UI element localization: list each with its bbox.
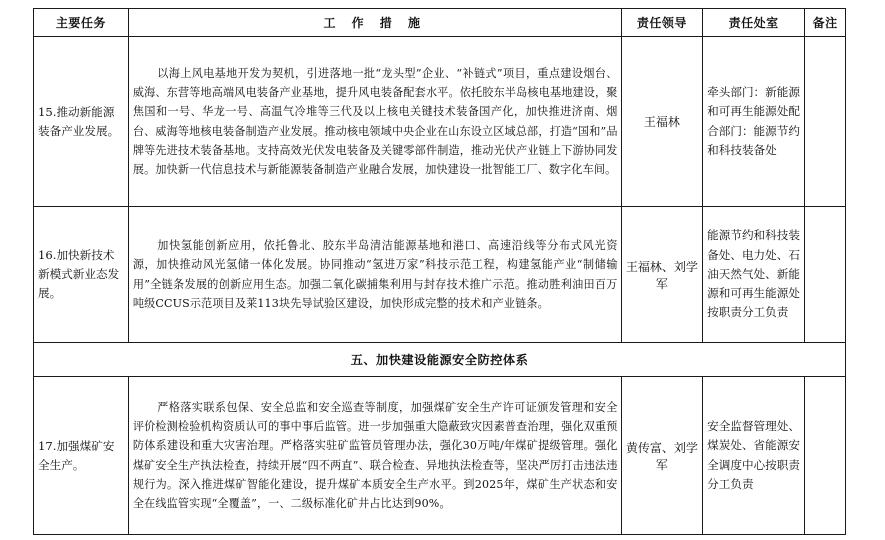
measures-cell [128, 37, 621, 207]
remark-cell [805, 207, 846, 343]
section-title: 五、加快建设能源安全防控体系 [34, 343, 846, 377]
task-table [33, 8, 846, 535]
header-remark: 备注 [805, 9, 846, 37]
measures-cell [128, 207, 621, 343]
task-cell: 17.加强煤矿安全生产。 [34, 377, 129, 535]
leader-cell: 黄传富、刘学军 [621, 377, 703, 535]
header-task: 主要任务 [34, 9, 129, 37]
section-row [34, 343, 846, 377]
header-measures: 工 作 措 施 [128, 9, 621, 37]
task-cell: 16.加快新技术新模式新业态发展。 [34, 207, 129, 343]
table-row [34, 207, 846, 343]
table-row [34, 377, 846, 535]
measures-text: 严格落实联系包保、安全总监和安全巡查等制度，加强煤矿安全生产许可证颁发管理和安全评价检测检验机构资质认可的事中事后监管。进一步加强重大隐蔽致灾因素普查治理，强化双重预防体系建设和重大灾害治理。严格落实驻矿监管员管理办法，强化30万吨/年煤矿提级管理。强化煤矿安全生产执法检查，持续开展“四不两直”、联合检查、异地执法检查等，坚决严厉打击违法违规行为。深入推进煤矿智能化建设，提升煤矿本质安全生产水平。到2025年，煤矿生产状态和安全在线监管实现“全覆盖”，一、二级标准化矿井占比达到90%。 [132, 400, 618, 511]
measures-cell [128, 377, 621, 535]
remark-cell [805, 37, 846, 207]
dept-cell: 能源节约和科技装备处、电力处、石油天然气处、新能源和可再生能源处按职责分工负责 [703, 207, 805, 343]
remark-cell [805, 377, 846, 535]
header-leader: 责任领导 [621, 9, 703, 37]
leader-cell: 王福林、刘学军 [621, 207, 703, 343]
measures-text: 以海上风电基地开发为契机，引进落地一批“龙头型”企业、“补链式”项目，重点建设烟台、威海、东营等地高端风电装备产业基地，提升风电装备配套水平。依托胶东半岛核电基地建设，聚焦国和一号、华龙一号、高温气冷堆等三代及以上核电关键技术装备国产化，加快推进济南、烟台、威海等地核电装备制造产业发展。推动核电领域中央企业在山东设立区域总部，打造“国和”品牌等先进技术装备基地。支持高效光伏发电装备及关键零部件制造，推动光伏产业链上下游协同发展。加快新一代信息技术与新能源装备制造产业融合发展，加快建设一批智能工厂、数字化车间。 [132, 66, 618, 177]
leader-cell: 王福林 [621, 37, 703, 207]
header-dept: 责任处室 [703, 9, 805, 37]
dept-cell: 牵头部门：新能源和可再生能源处配合部门：能源节约和科技装备处 [703, 37, 805, 207]
table-row [34, 37, 846, 207]
measures-text: 加快氢能创新应用，依托鲁北、胶东半岛清洁能源基地和港口、高速沿线等分布式风光资源，加快推动风光氢储一体化发展。协同推动“氢进万家”科技示范工程，构建氢能产业“制储输用”全链条发展的创新应用生态。加强二氧化碳捕集利用与封存技术推广示范。推动胜利油田百万吨级CCUS示范项目及莱113块先导试验区建设，加快形成完整的技术和产业链条。 [132, 238, 618, 310]
table-header-row [34, 9, 846, 37]
dept-cell: 安全监督管理处、煤炭处、省能源安全调度中心按职责分工负责 [703, 377, 805, 535]
task-cell: 15.推动新能源装备产业发展。 [34, 37, 129, 207]
